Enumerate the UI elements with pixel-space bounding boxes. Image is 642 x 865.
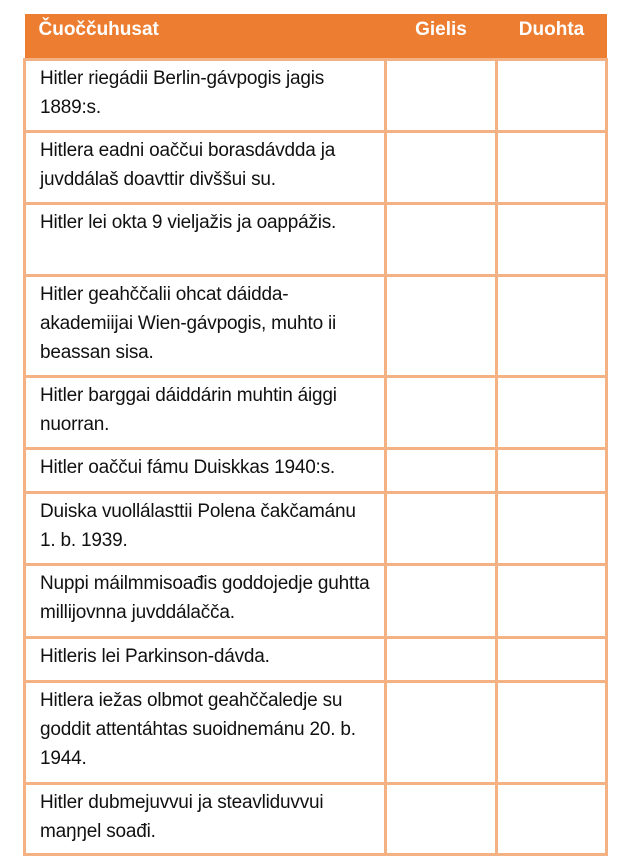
false-answer-cell[interactable]	[386, 492, 497, 564]
table-row	[25, 131, 607, 203]
false-answer-cell[interactable]	[386, 275, 497, 376]
table-row	[25, 564, 607, 637]
statement-cell: Hitler oaččui fámu Duiskkas 1940:s.	[25, 448, 386, 492]
statements-table	[23, 14, 608, 856]
false-answer-cell[interactable]	[386, 376, 497, 448]
statement-cell: Hitler barggai dáiddárin muhtin áiggi nuorran.	[25, 376, 386, 448]
statement-cell: Nuppi máilmmisoađis goddojedje guhtta millijovnna juvddálačča.	[25, 564, 386, 637]
statement-cell: Hitler geahččalii ohcat dáidda-akademiijai Wien-gávpogis, muhto ii beassan sisa.	[25, 275, 386, 376]
statement-cell: Hitler riegádii Berlin-gávpogis jagis 1889:s.	[25, 59, 386, 131]
table-body	[25, 59, 607, 854]
false-answer-cell[interactable]	[386, 564, 497, 637]
false-answer-cell[interactable]	[386, 448, 497, 492]
header-true: Duohta	[497, 14, 607, 59]
statement-cell: Hitler lei okta 9 vieljažis ja oappážis.	[25, 203, 386, 275]
false-answer-cell[interactable]	[386, 637, 497, 681]
table-row	[25, 492, 607, 564]
table-row	[25, 681, 607, 783]
true-answer-cell[interactable]	[497, 448, 607, 492]
statement-cell: Hitler dubmejuvvui ja steavliduvvui maŋŋel soađi.	[25, 783, 386, 854]
table-header-row	[25, 14, 607, 59]
statement-cell: Hitlera iežas olbmot geahččaledje su goddit attentáhtas suoidnemánu 20. b. 1944.	[25, 681, 386, 783]
table-row	[25, 275, 607, 376]
false-answer-cell[interactable]	[386, 59, 497, 131]
statement-cell: Duiska vuollálasttii Polena čakčamánu 1. b. 1939.	[25, 492, 386, 564]
table-row	[25, 203, 607, 275]
table-row	[25, 637, 607, 681]
true-answer-cell[interactable]	[497, 203, 607, 275]
true-answer-cell[interactable]	[497, 783, 607, 854]
table-row	[25, 376, 607, 448]
true-answer-cell[interactable]	[497, 131, 607, 203]
statement-cell: Hitleris lei Parkinson-dávda.	[25, 637, 386, 681]
table-row	[25, 448, 607, 492]
table-row	[25, 783, 607, 854]
true-answer-cell[interactable]	[497, 564, 607, 637]
true-answer-cell[interactable]	[497, 681, 607, 783]
true-answer-cell[interactable]	[497, 275, 607, 376]
true-answer-cell[interactable]	[497, 637, 607, 681]
table-row	[25, 59, 607, 131]
true-answer-cell[interactable]	[497, 376, 607, 448]
header-statements: Čuoččuhusat	[25, 14, 386, 59]
false-answer-cell[interactable]	[386, 131, 497, 203]
false-answer-cell[interactable]	[386, 203, 497, 275]
statement-cell: Hitlera eadni oaččui borasdávdda ja juvddálaš doavttir divššui su.	[25, 131, 386, 203]
header-false: Gielis	[386, 14, 497, 59]
false-answer-cell[interactable]	[386, 783, 497, 854]
false-answer-cell[interactable]	[386, 681, 497, 783]
true-answer-cell[interactable]	[497, 59, 607, 131]
true-answer-cell[interactable]	[497, 492, 607, 564]
